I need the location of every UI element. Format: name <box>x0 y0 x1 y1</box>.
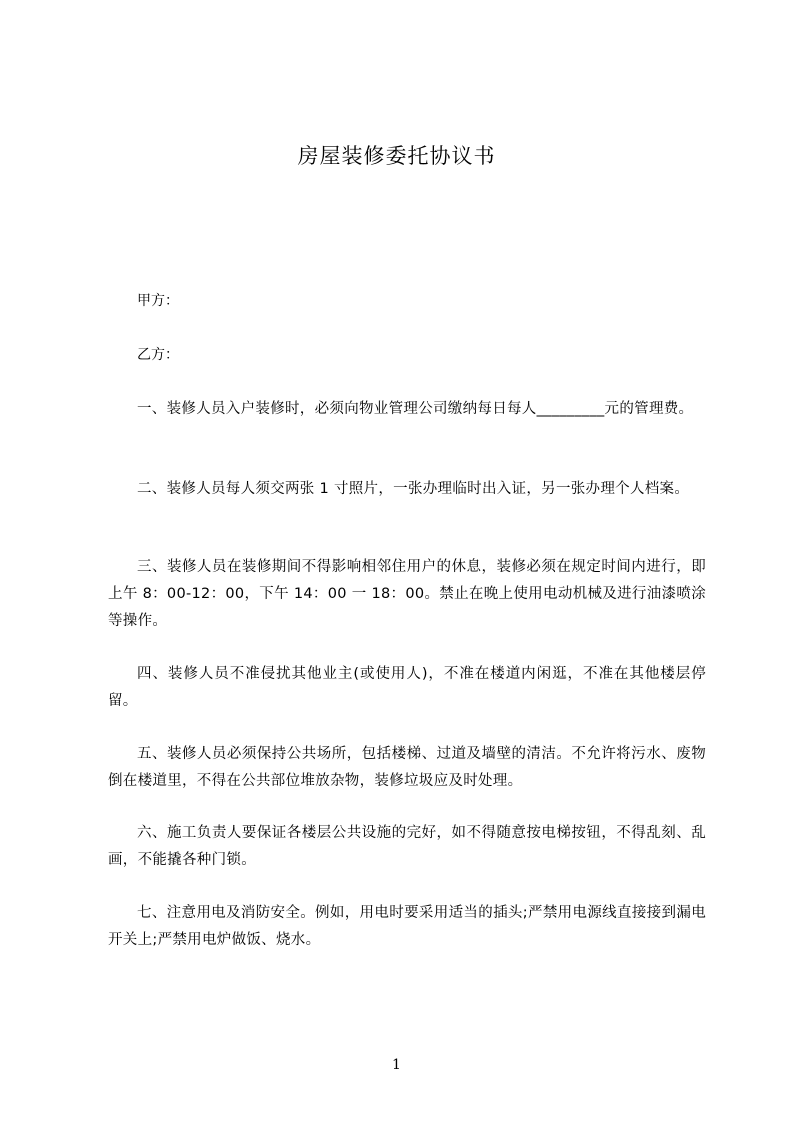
clause-5: 五、装修人员必须保持公共场所，包括楼梯、过道及墙壁的清洁。不允许将污水、废物倒在楼道里，不得在公共部位堆放杂物，装修垃圾应及时处理。 <box>108 746 706 789</box>
clause-3: 三、装修人员在装修期间不得影响相邻住用户的休息，装修必须在规定时间内进行，即上午 8：00-12：00，下午 14：00 一 18：00。禁止在晚上使用电动机械及进行油漆喷涂等操作。 <box>108 559 706 629</box>
clause-6: 六、施工负责人要保证各楼层公共设施的完好，如不得随意按电梯按钮，不得乱刻、乱画，不能撬各种门锁。 <box>108 825 706 868</box>
document-title: 房屋装修委托协议书 <box>297 144 496 168</box>
page-number: 1 <box>392 1057 401 1073</box>
clause-4: 四、装修人员不准侵扰其他业主(或使用人)，不准在楼道内闲逛，不准在其他楼层停留。 <box>108 666 706 709</box>
party-a-label: 甲方： <box>137 293 179 309</box>
clause-7: 七、注意用电及消防安全。例如，用电时要采用适当的插头;严禁用电源线直接接到漏电开关上;严禁用电炉做饭、烧水。 <box>108 905 706 948</box>
party-b-label: 乙方： <box>137 347 179 363</box>
clause-2: 二、装修人员每人须交两张 1 寸照片，一张办理临时出入证，另一张办理个人档案。 <box>137 481 690 497</box>
clause-1: 一、装修人员入户装修时，必须向物业管理公司缴纳每日每人_________元的管理费。 <box>137 401 694 417</box>
